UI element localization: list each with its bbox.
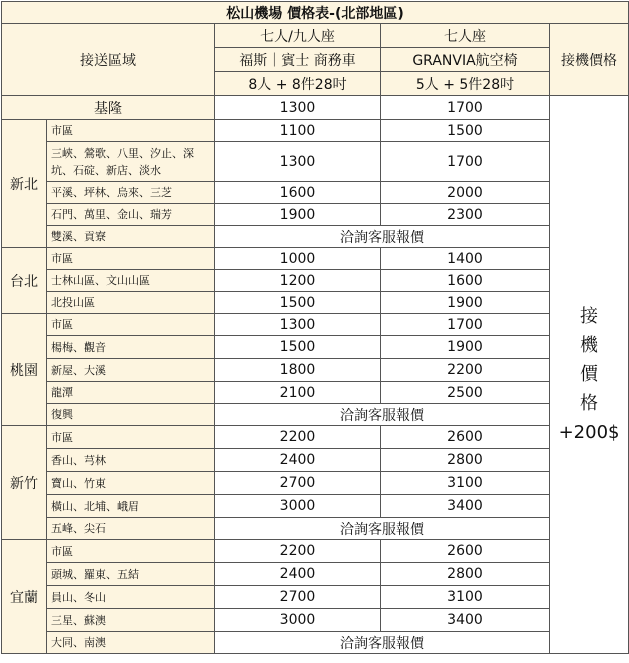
- price-cell: 1500: [215, 292, 381, 314]
- price-cell: 2400: [215, 563, 381, 586]
- price-cell: 1700: [381, 96, 550, 120]
- area-label: 大同、南澳: [47, 632, 215, 654]
- region-xinbei: 新北: [2, 120, 47, 248]
- table-title: 松山機場 價格表-(北部地區): [2, 2, 629, 24]
- area-label: 復興: [47, 404, 215, 426]
- area-label: 平溪、坪林、烏來、三芝: [47, 182, 215, 204]
- price-cell: 1700: [381, 314, 550, 336]
- surcharge-char: 接: [580, 306, 599, 327]
- price-cell: 3000: [215, 495, 381, 518]
- col1-models-header: 福斯｜賓士 商務車: [215, 48, 381, 72]
- price-cell: 2400: [215, 449, 381, 472]
- surcharge-char: 格: [580, 393, 599, 414]
- price-cell: 2200: [381, 359, 550, 382]
- price-cell: 2600: [381, 426, 550, 449]
- price-cell: 1700: [381, 142, 550, 182]
- price-cell: 3400: [381, 495, 550, 518]
- price-cell: 1500: [381, 120, 550, 142]
- quote-cell: 洽詢客服報價: [215, 518, 550, 540]
- price-cell: 3100: [381, 586, 550, 609]
- col1-capacity-header: 8人 + 8件28吋: [215, 72, 381, 96]
- area-label: 石門、萬里、金山、瑞芳: [47, 204, 215, 226]
- price-cell: 3400: [381, 609, 550, 632]
- area-label: 士林山區、文山山區: [47, 270, 215, 292]
- price-cell: 1900: [215, 204, 381, 226]
- price-cell: 1900: [381, 336, 550, 359]
- region-yilan: 宜蘭: [2, 540, 47, 654]
- col2-seats-header: 七人座: [381, 24, 550, 48]
- price-cell: 1600: [381, 270, 550, 292]
- col2-capacity-header: 5人 + 5件28吋: [381, 72, 550, 96]
- area-label: 龍潭: [47, 382, 215, 404]
- area-label: 香山、芎林: [47, 449, 215, 472]
- price-table: [1, 1, 629, 654]
- area-label: 三星、蘇澳: [47, 609, 215, 632]
- price-cell: 2500: [381, 382, 550, 404]
- price-cell: 2800: [381, 449, 550, 472]
- area-label: 楊梅、觀音: [47, 336, 215, 359]
- area-label: 市區: [47, 540, 215, 563]
- pickup-surcharge: [550, 96, 629, 654]
- price-cell: 2200: [215, 540, 381, 563]
- area-header: 接送區域: [2, 24, 215, 96]
- area-label: 三峽、鶯歌、八里、汐止、深坑、石碇、新店、淡水: [47, 142, 215, 182]
- price-cell: 1300: [215, 314, 381, 336]
- price-cell: 2700: [215, 472, 381, 495]
- price-cell: 2300: [381, 204, 550, 226]
- price-cell: 1000: [215, 248, 381, 270]
- price-cell: 2800: [381, 563, 550, 586]
- region-hsinchu: 新竹: [2, 426, 47, 540]
- price-cell: 2700: [215, 586, 381, 609]
- area-label: 雙溪、貢寮: [47, 226, 215, 248]
- region-keelung: 基隆: [2, 96, 215, 120]
- area-label: 頭城、羅東、五結: [47, 563, 215, 586]
- price-cell: 1900: [381, 292, 550, 314]
- price-cell: 3100: [381, 472, 550, 495]
- price-cell: 3000: [215, 609, 381, 632]
- pickup-price-header: 接機價格: [550, 24, 629, 96]
- quote-cell: 洽詢客服報價: [215, 226, 550, 248]
- price-cell: 2200: [215, 426, 381, 449]
- surcharge-char: 機: [580, 335, 599, 356]
- area-label: 橫山、北埔、峨眉: [47, 495, 215, 518]
- price-cell: 1600: [215, 182, 381, 204]
- area-label: 市區: [47, 426, 215, 449]
- price-cell: 2100: [215, 382, 381, 404]
- price-cell: 1300: [215, 142, 381, 182]
- quote-cell: 洽詢客服報價: [215, 404, 550, 426]
- price-cell: 1100: [215, 120, 381, 142]
- price-cell: 2000: [381, 182, 550, 204]
- area-label: 市區: [47, 248, 215, 270]
- area-label: 市區: [47, 314, 215, 336]
- col1-seats-header: 七人/九人座: [215, 24, 381, 48]
- area-label: 新屋、大溪: [47, 359, 215, 382]
- price-cell: 1500: [215, 336, 381, 359]
- quote-cell: 洽詢客服報價: [215, 632, 550, 654]
- surcharge-char: 價: [580, 364, 599, 385]
- price-cell: 2600: [381, 540, 550, 563]
- area-label: 市區: [47, 120, 215, 142]
- region-taoyuan: 桃園: [2, 314, 47, 426]
- surcharge-amount: +200$: [558, 422, 620, 443]
- region-taipei: 台北: [2, 248, 47, 314]
- price-cell: 1400: [381, 248, 550, 270]
- col2-models-header: GRANVIA航空椅: [381, 48, 550, 72]
- price-cell: 1300: [215, 96, 381, 120]
- area-label: 員山、冬山: [47, 586, 215, 609]
- price-cell: 1800: [215, 359, 381, 382]
- area-label: 寶山、竹東: [47, 472, 215, 495]
- area-label: 五峰、尖石: [47, 518, 215, 540]
- price-cell: 1200: [215, 270, 381, 292]
- area-label: 北投山區: [47, 292, 215, 314]
